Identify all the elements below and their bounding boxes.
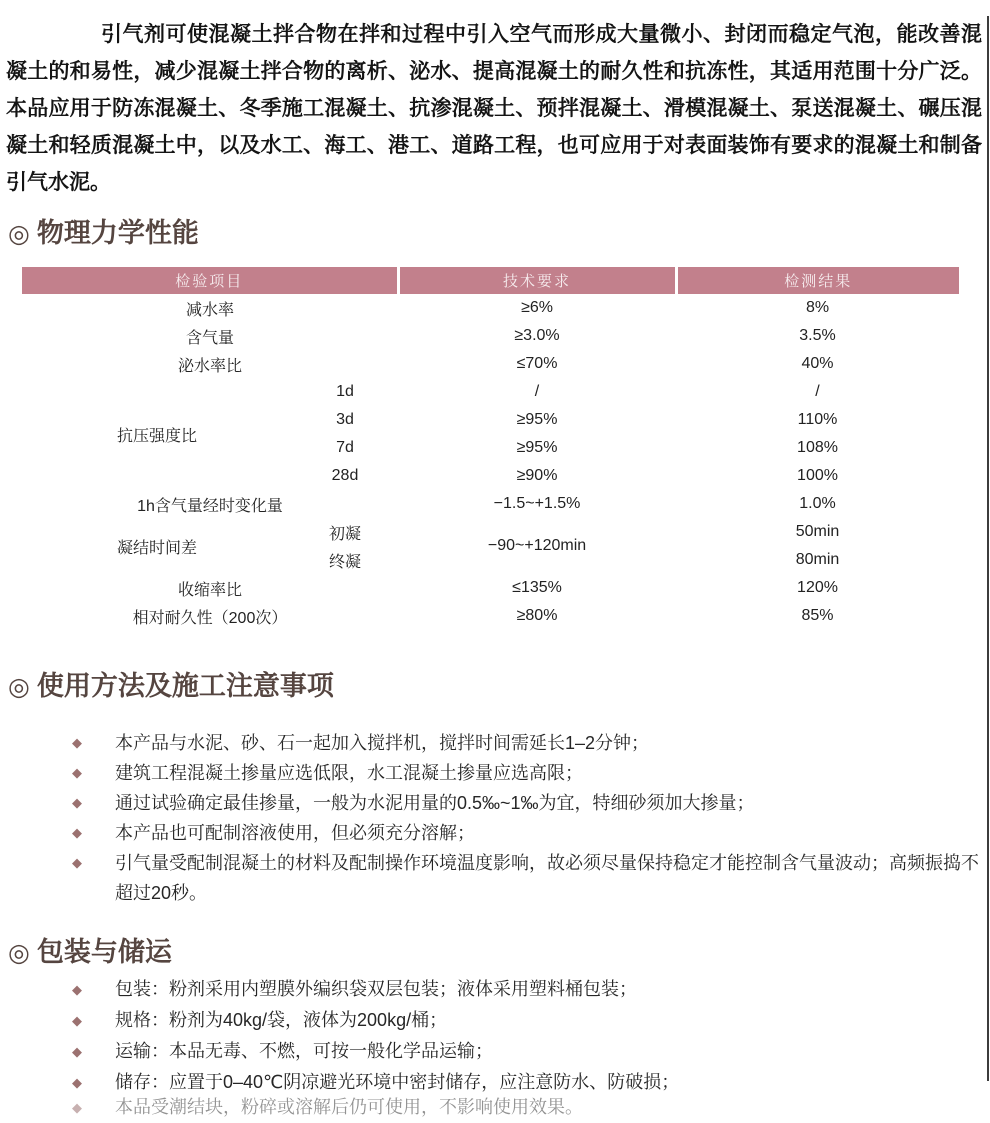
- section-heading-packing: [8, 932, 990, 972]
- cell-subitem: 28d: [331, 467, 359, 484]
- cell-result: 40%: [801, 355, 834, 372]
- list-item-text: 建筑工程混凝土掺量应选低限，水工混凝土掺量应选高限；: [115, 763, 583, 783]
- list-item-text: 引气量受配制混凝土的材料及配制操作环境温度影响，故必须尽量保持稳定才能控制含气量波动；高频振捣不超过20秒。: [115, 853, 979, 903]
- cell-item: 收缩率比: [178, 581, 243, 599]
- cell-subitem: 终凝: [329, 553, 362, 571]
- diamond-bullet-icon: ◆: [72, 1013, 82, 1028]
- diamond-bullet-icon: ◆: [72, 1044, 82, 1059]
- diamond-bullet-icon: ◆: [72, 1075, 82, 1090]
- list-item-text: 通过试验确定最佳掺量，一般为水泥用量的0.5‰~1‰为宜，特细砂须加大掺量；: [115, 793, 755, 813]
- table-row: [22, 574, 959, 602]
- cell-requirement: /: [534, 383, 540, 400]
- cell-requirement: ≥95%: [516, 439, 558, 456]
- list-item-text: 本产品也可配制溶液使用，但必须充分溶解；: [115, 823, 475, 843]
- cell-subitem: 3d: [336, 411, 354, 428]
- cell-requirement: ≥80%: [516, 607, 558, 624]
- section-title-usage: 使用方法及施工注意事项: [36, 671, 334, 701]
- table-row: [22, 350, 959, 378]
- table-row: [22, 518, 959, 546]
- list-item: [60, 848, 990, 908]
- cell-result: 120%: [797, 579, 838, 596]
- section-heading-physical: [8, 213, 990, 253]
- cell-item-group: 抗压强度比: [116, 427, 197, 445]
- cell-subitem: 7d: [336, 439, 354, 456]
- col-header-requirement: 技术要求: [398, 267, 676, 294]
- list-item: [60, 1036, 990, 1067]
- diamond-bullet-icon: ◆: [72, 855, 82, 870]
- section-bullseye-icon: ◎: [8, 938, 30, 967]
- cell-item: 含气量: [186, 329, 235, 347]
- cell-result: 1.0%: [799, 495, 836, 512]
- cell-subitem: 初凝: [329, 525, 362, 543]
- table-row: [22, 602, 959, 630]
- list-item-text: 本产品与水泥、砂、石一起加入搅拌机，搅拌时间需延长1–2分钟；: [115, 733, 650, 753]
- cell-requirement: ≤70%: [516, 355, 558, 372]
- table-row: [22, 378, 959, 406]
- list-item-text: 运输：本品无毒、不燃，可按一般化学品运输；: [115, 1041, 493, 1061]
- cell-result: 100%: [797, 467, 838, 484]
- cell-requirement: ≥95%: [516, 411, 558, 428]
- cell-requirement: −1.5~+1.5%: [493, 495, 581, 512]
- table-row: [22, 294, 959, 322]
- section-title-physical: 物理力学性能: [36, 218, 199, 248]
- cell-item: 减水率: [186, 301, 235, 319]
- clipped-line-text: 本品受潮结块，粉碎或溶解后仍可使用，不影响使用效果。: [115, 1097, 583, 1117]
- list-item: [60, 818, 990, 848]
- cell-result: 8%: [805, 299, 830, 316]
- list-item-text: 规格：粉剂为40kg/袋，液体为200kg/桶；: [115, 1010, 448, 1030]
- list-item: [60, 974, 990, 1005]
- table-row: [22, 322, 959, 350]
- cell-result: 3.5%: [799, 327, 836, 344]
- list-item: [60, 788, 990, 818]
- cell-requirement: ≥6%: [521, 299, 553, 316]
- diamond-bullet-icon: ◆: [72, 1100, 82, 1115]
- col-header-result: 检测结果: [676, 267, 959, 294]
- section-heading-usage: [8, 666, 990, 706]
- diamond-bullet-icon: ◆: [72, 735, 82, 750]
- cell-result: 80min: [795, 551, 840, 568]
- cell-item: 相对耐久性（200次）: [132, 609, 288, 627]
- cell-requirement: ≥3.0%: [514, 327, 560, 344]
- packing-bullet-list: [0, 974, 990, 1098]
- list-item-text: 储存：应置于0–40℃阴凉避光环境中密封储存，应注意防水、防破损；: [115, 1072, 680, 1092]
- cell-result: 108%: [797, 439, 838, 456]
- usage-bullet-list: [0, 728, 990, 908]
- diamond-bullet-icon: ◆: [72, 825, 82, 840]
- cell-requirement: ≤135%: [512, 579, 562, 596]
- cell-item: 1h含气量经时变化量: [137, 497, 283, 515]
- cell-result: /: [815, 383, 820, 400]
- cell-item-group: 凝结时间差: [116, 539, 197, 557]
- list-item: [60, 728, 990, 758]
- intro-paragraph: 引气剂可使混凝土拌合物在拌和过程中引入空气而形成大量微小、封闭而稳定气泡，能改善混凝土的和易性，减少混凝土拌合物的离析、泌水、提高混凝土的耐久性和抗冻性，其适用范围十分广泛。本品应用于防冻混凝土、冬季施工混凝土、抗渗混凝土、预拌混凝土、滑模混凝土、泵送混凝土、碾压混凝土和轻质混凝土中，以及水工、海工、港工、道路工程，也可应用于对表面装饰有要求的混凝土和制备引气水泥。: [6, 23, 982, 194]
- list-item-text: 包装：粉剂采用内塑膜外编织袋双层包装；液体采用塑料桶包装；: [115, 979, 637, 999]
- diamond-bullet-icon: ◆: [72, 982, 82, 997]
- cell-subitem: 1d: [336, 383, 354, 400]
- diamond-bullet-icon: ◆: [72, 795, 82, 810]
- clipped-bottom-line: [60, 1092, 990, 1117]
- cell-requirement: ≥90%: [516, 467, 558, 484]
- list-item: [60, 758, 990, 788]
- table-row: [22, 490, 959, 518]
- cell-item: 泌水率比: [178, 357, 243, 375]
- table-header-row: [22, 267, 959, 294]
- page-right-edge-line: [987, 16, 989, 1081]
- col-header-item: 检验项目: [22, 267, 398, 294]
- section-bullseye-icon: ◎: [8, 672, 30, 701]
- diamond-bullet-icon: ◆: [72, 765, 82, 780]
- cell-result: 50min: [795, 523, 840, 540]
- section-title-packing: 包装与储运: [36, 937, 172, 967]
- list-item: [60, 1005, 990, 1036]
- cell-requirement: −90~+120min: [487, 537, 587, 554]
- cell-result: 85%: [801, 607, 834, 624]
- section-bullseye-icon: ◎: [8, 219, 30, 248]
- properties-table: [22, 267, 959, 630]
- cell-result: 110%: [797, 411, 838, 428]
